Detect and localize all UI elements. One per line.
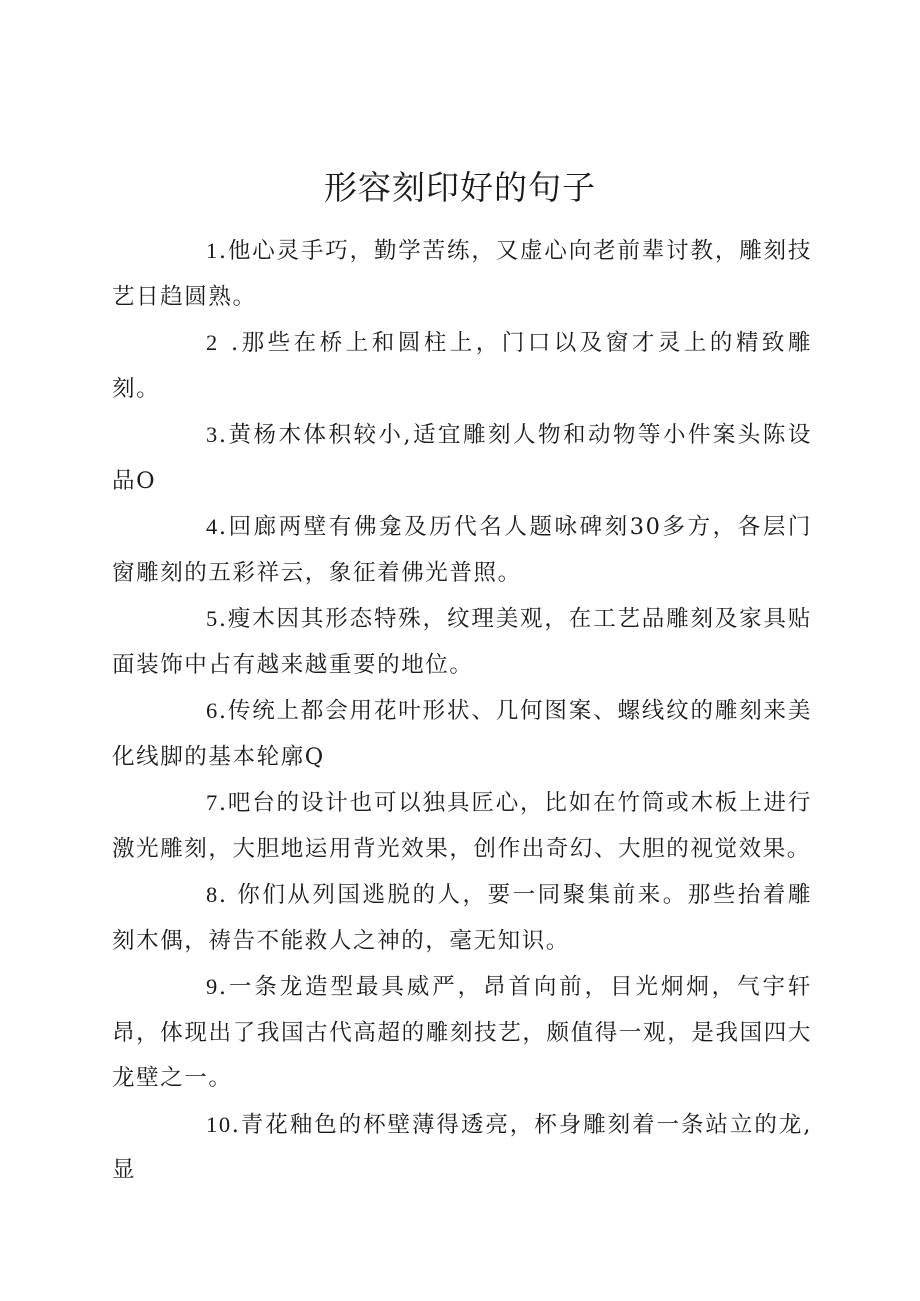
paragraph-6 bbox=[112, 688, 812, 780]
paragraph-4 bbox=[112, 504, 812, 596]
paragraph-3 bbox=[112, 412, 812, 504]
paragraph-text: . 你们从列国逃脱的人，要一同聚集前来。那些抬着雕刻木偶，祷告不能救人之神的，毫无知识。 bbox=[112, 882, 812, 954]
paragraph-number: 6 bbox=[206, 698, 219, 723]
paragraph-text: .黄杨木体积较小,适宜雕刻人物和动物等小件案头陈设品O bbox=[112, 422, 812, 494]
paragraph-number: 4 bbox=[206, 514, 219, 539]
paragraph-1 bbox=[112, 228, 812, 320]
paragraph-number: 1 bbox=[206, 238, 219, 263]
paragraph-text: .回廊两壁有佛龛及历代名人题咏碑刻30多方，各层门窗雕刻的五彩祥云，象征着佛光普照。 bbox=[112, 514, 812, 586]
paragraph-8 bbox=[112, 872, 812, 964]
paragraph-2 bbox=[112, 320, 812, 412]
paragraph-number: 2 bbox=[206, 330, 219, 355]
paragraph-5 bbox=[112, 596, 812, 688]
paragraph-text: .瘦木因其形态特殊，纹理美观，在工艺品雕刻及家具贴面装饰中占有越来越重要的地位。 bbox=[112, 606, 812, 678]
paragraph-number: 9 bbox=[206, 974, 219, 999]
page-title: 形容刻印好的句子 bbox=[324, 168, 596, 207]
paragraph-text: .那些在桥上和圆柱上，门口以及窗才灵上的精致雕刻。 bbox=[112, 330, 812, 402]
paragraph-number: 10 bbox=[206, 1111, 232, 1137]
paragraph-10 bbox=[112, 1102, 812, 1194]
paragraph-text: .青花釉色的杯壁薄得透亮，杯身雕刻着一条站立的龙,显 bbox=[112, 1111, 812, 1183]
paragraph-number: 8 bbox=[206, 882, 219, 907]
paragraph-text: .他心灵手巧，勤学苦练，又虚心向老前辈讨教，雕刻技艺日趋圆熟。 bbox=[112, 238, 812, 310]
document-body bbox=[112, 228, 812, 1194]
paragraph-9 bbox=[112, 964, 812, 1102]
paragraph-number: 5 bbox=[206, 606, 219, 631]
paragraph-text: .传统上都会用花叶形状、几何图案、螺线纹的雕刻来美化线脚的基本轮廓Q bbox=[112, 698, 812, 770]
paragraph-number: 7 bbox=[206, 790, 219, 815]
paragraph-text: .吧台的设计也可以独具匠心，比如在竹筒或木板上进行激光雕刻，大胆地运用背光效果，创作出奇幻、大胆的视觉效果。 bbox=[112, 790, 812, 862]
paragraph-number: 3 bbox=[206, 422, 219, 447]
paragraph-7 bbox=[112, 780, 812, 872]
paragraph-text: .一条龙造型最具威严，昂首向前，目光炯炯，气宇轩昂，体现出了我国古代高超的雕刻技艺，颇值得一观，是我国四大龙壁之一。 bbox=[112, 974, 812, 1091]
